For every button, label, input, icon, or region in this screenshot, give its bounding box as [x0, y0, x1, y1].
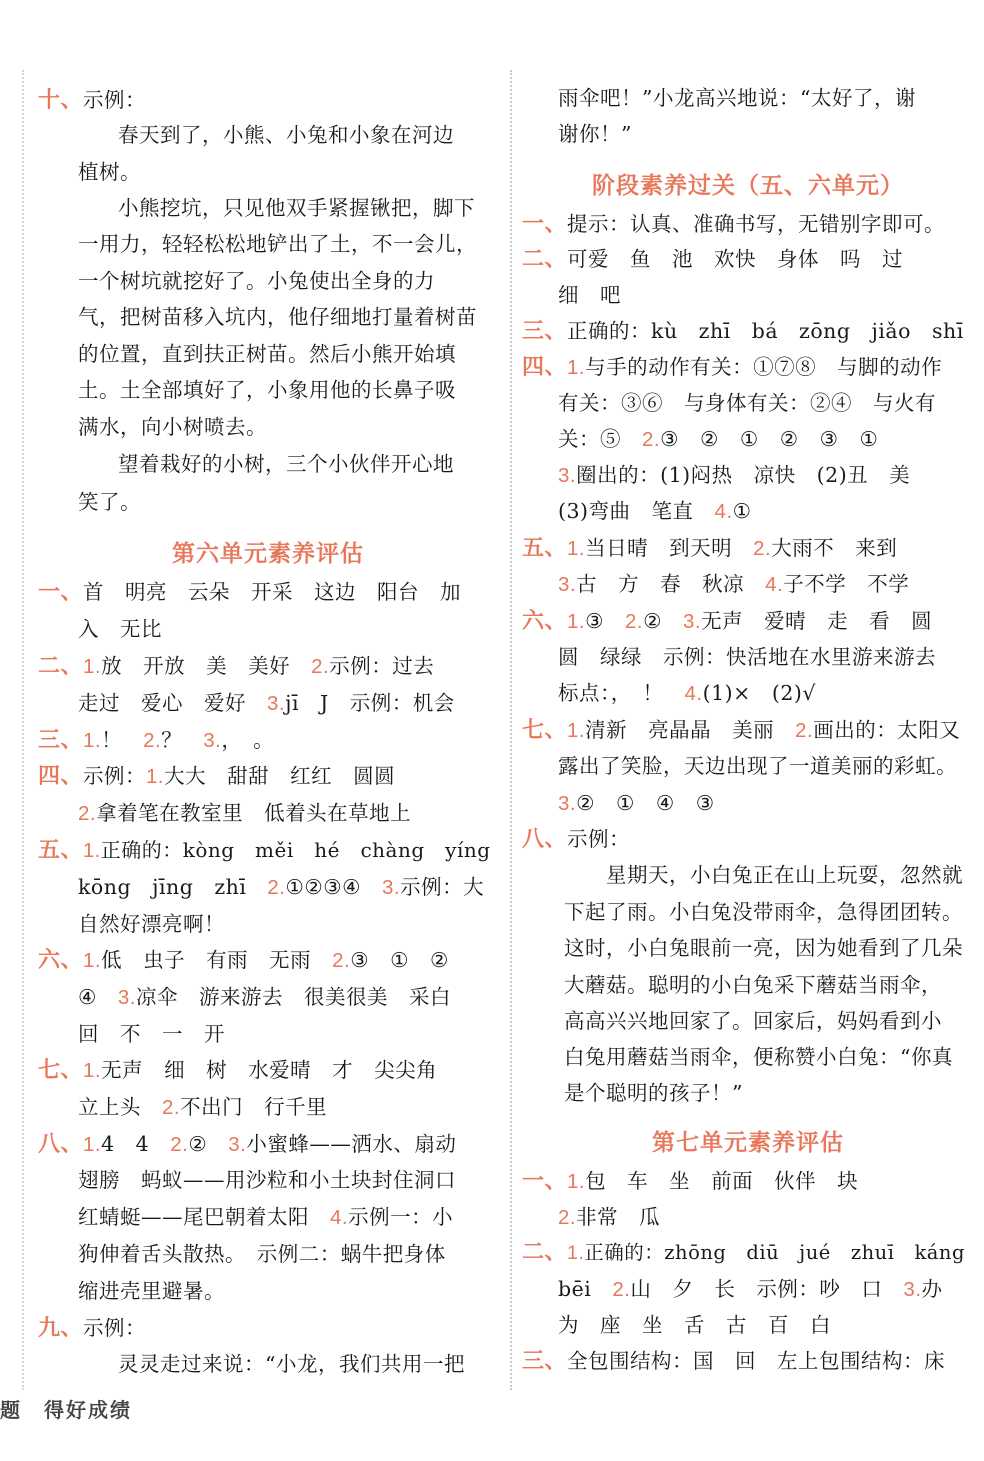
left-margin-divider	[22, 70, 24, 1390]
answer-text: 子不学 不学	[783, 572, 910, 596]
answer-text: 清新 亮晶晶 美丽	[585, 718, 775, 742]
paragraph-line: 望着栽好的小树，三个小伙伴开心地	[118, 452, 454, 476]
item-number: 4.	[714, 500, 733, 523]
answer-text: ③ ② ① ② ③ ①	[660, 427, 879, 451]
answer-line	[558, 493, 752, 529]
answer-text: 示例：	[567, 827, 631, 851]
answer-text: 示例：	[83, 88, 147, 112]
item-number: 4.	[684, 682, 703, 705]
answer-line	[522, 349, 942, 385]
item-number: 1.	[567, 719, 586, 742]
answer-text: 红蜻蜓——尾巴朝着太阳	[78, 1205, 309, 1229]
section-label: 二、	[522, 1240, 568, 1265]
item-number: 1.	[83, 1059, 102, 1082]
section-label: 七、	[522, 718, 568, 743]
item-number: 2.	[625, 610, 644, 633]
answer-text: 当日晴 到天明	[585, 536, 733, 560]
answer-text: 正确的：kòng měi hé chàng yíng	[100, 838, 491, 862]
answer-text: 正确的：kù zhī bá zōng jiǎo shī	[567, 319, 964, 343]
answer-text: 画出的：太阳又	[813, 718, 961, 742]
answer-text: 山 夕 长 示例：吵 口	[630, 1277, 883, 1301]
answer-line	[558, 457, 910, 493]
item-number: 2.	[558, 1206, 577, 1229]
answer-text: 圈出的：(1)闷热 凉快 (2)丑 美	[576, 463, 911, 487]
paragraph-line: 笑了。	[78, 490, 141, 514]
paragraph-line: 满水，向小树喷去。	[78, 415, 267, 439]
answer-text: 凉伞 游来游去 很美很美 采白	[136, 985, 451, 1009]
unit-heading: 第六单元素养评估	[172, 541, 364, 567]
footer-brand: 题 得好成绩	[0, 1398, 132, 1422]
answer-line	[78, 1199, 453, 1235]
answer-line	[558, 785, 715, 821]
item-number: 3.	[203, 729, 222, 752]
item-number: 2.	[795, 719, 814, 742]
answer-text: 大大 甜甜 红红 圆圆	[164, 764, 396, 788]
answer-text: ！	[101, 728, 123, 752]
answer-line	[78, 1089, 327, 1125]
answer-line	[78, 979, 451, 1015]
answer-line	[558, 1271, 943, 1307]
paragraph-line: 是个聪明的孩子！”	[564, 1081, 743, 1105]
item-number: 1.	[83, 1133, 102, 1156]
paragraph-line: 灵灵走过来说：“小龙，我们共用一把	[118, 1352, 465, 1376]
item-number: 3.	[228, 1133, 247, 1156]
answer-line	[558, 421, 878, 457]
item-number: 2.	[332, 949, 351, 972]
paragraph-line: 大蘑菇。聪明的小白兔采下蘑菇当雨伞，	[564, 973, 942, 997]
answer-text: 无声 细 树 水爱晴 才 尖尖角	[101, 1058, 438, 1082]
answer-line: 为 座 坐 舌 古 百 白	[558, 1313, 831, 1337]
answer-line	[38, 942, 449, 978]
item-number: 1.	[567, 537, 586, 560]
answer-text: ③	[585, 609, 605, 633]
answer-line	[38, 758, 395, 794]
answer-line: 狗伸着舌头散热。 示例二：蜗牛把身体	[78, 1242, 446, 1266]
answer-text: ②	[188, 1132, 208, 1156]
answer-text: 示例：	[83, 764, 147, 788]
answer-text: 4 4	[101, 1132, 150, 1156]
answer-line: 圆 绿绿 示例：快活地在水里游来游去	[558, 645, 936, 669]
answer-text: 无声 爱晴 走 看 圆	[701, 609, 933, 633]
answer-line	[38, 832, 491, 868]
answer-line	[38, 574, 461, 610]
item-number: 4.	[765, 573, 784, 596]
answer-line	[522, 206, 945, 242]
answer-text: 关：⑤	[558, 427, 621, 451]
item-number: 2.	[753, 537, 772, 560]
paragraph-line: 气，把树苗移入坑内，他仔细地打量着树苗	[78, 305, 477, 329]
item-number: 2.	[311, 655, 330, 678]
answer-line	[38, 1310, 146, 1346]
section-label: 一、	[522, 1169, 568, 1194]
answer-line	[558, 1199, 660, 1235]
answer-line	[522, 530, 897, 566]
answer-text: 示例一：小	[348, 1205, 454, 1229]
section-label: 一、	[522, 212, 568, 237]
section-label: 五、	[38, 838, 84, 863]
item-number: 2.	[267, 876, 286, 899]
answer-line	[522, 313, 964, 349]
answer-text: ④	[78, 985, 97, 1009]
section-label: 三、	[522, 1349, 568, 1374]
item-number: 1.	[567, 356, 586, 379]
item-number: 1.	[567, 610, 586, 633]
paragraph-line: 这时，小白兔眼前一亮，因为她看到了几朵	[564, 936, 963, 960]
item-number: 2.	[612, 1278, 631, 1301]
paragraph-line: 土。土全部填好了，小象用他的长鼻子吸	[78, 378, 456, 402]
paragraph-line: 植树。	[78, 160, 141, 184]
answer-text: 不出门 行千里	[180, 1095, 328, 1119]
answer-line	[522, 712, 960, 748]
section-label: 六、	[38, 948, 84, 973]
answer-line	[522, 821, 630, 857]
answer-text: ②	[643, 609, 663, 633]
item-number: 3.	[558, 792, 577, 815]
answer-line	[558, 566, 909, 602]
answer-line	[522, 1235, 965, 1271]
answer-text: 正确的：zhōng diū jué zhuī káng	[584, 1241, 965, 1264]
answer-text: 首 明亮 云朵 开采 这边 阳台 加	[83, 580, 462, 604]
answer-text: 非常 瓜	[576, 1205, 661, 1229]
paragraph-line: 雨伞吧！”小龙高兴地说：“太好了，谢	[558, 86, 916, 110]
answer-line: 缩进壳里避暑。	[78, 1279, 225, 1303]
item-number: 1.	[83, 729, 102, 752]
section-label: 三、	[38, 728, 84, 753]
answer-text: 古 方 春 秋凉	[576, 572, 745, 596]
answer-text: ② ① ④ ③	[576, 791, 715, 815]
answer-line	[522, 603, 932, 639]
item-number: 1.	[146, 765, 165, 788]
answer-line	[522, 1163, 858, 1199]
section-label: 五、	[522, 536, 568, 561]
answer-text: ？	[161, 728, 183, 752]
answer-text: 大雨不 来到	[771, 536, 898, 560]
answer-text: bēi	[558, 1277, 592, 1301]
answer-line	[38, 1126, 456, 1162]
answer-text: 示例：	[83, 1316, 147, 1340]
answer-line: 露出了笑脸，天边出现了一道美丽的彩虹。	[558, 754, 957, 778]
answer-line: 回 不 一 开	[78, 1022, 225, 1046]
answer-line: 翅膀 蚂蚁——用沙粒和小土块封住洞口	[78, 1168, 456, 1192]
answer-line: 有关：③⑥ 与身体有关：②④ 与火有	[558, 391, 936, 415]
answer-line	[38, 722, 274, 758]
section-label: 二、	[522, 247, 568, 272]
item-number: 2.	[78, 802, 97, 825]
paragraph-line: 春天到了，小熊、小兔和小象在河边	[118, 123, 454, 147]
paragraph-line: 白兔用蘑菇当雨伞，便称赞小白兔：“你真	[564, 1045, 953, 1069]
answer-text: 立上头	[78, 1095, 141, 1119]
paragraph-line: 一用力，轻轻松松地铲出了土，不一会儿，	[78, 232, 477, 256]
answer-text: 走过 爱心 爱好	[78, 691, 246, 715]
paragraph-line: 一个树坑就挖好了。小兔使出全身的力	[78, 269, 435, 293]
section-label: 九、	[38, 1316, 84, 1341]
answer-text: jī J 示例：机会	[285, 691, 455, 715]
item-number: 3.	[558, 464, 577, 487]
answer-text: 与手的动作有关：①⑦⑧ 与脚的动作	[585, 355, 943, 379]
paragraph-line: 下起了雨。小白兔没带雨伞，急得团团转。	[564, 900, 963, 924]
answer-line	[78, 869, 484, 905]
answer-text: 标点：， ！	[558, 681, 664, 705]
answer-text: 拿着笔在教室里 低着头在草地上	[96, 801, 412, 825]
answer-text: 提示：认真、准确书写，无错别字即可。	[567, 212, 946, 236]
section-label: 二、	[38, 654, 84, 679]
answer-line	[522, 1343, 945, 1379]
section-label: 十、	[38, 88, 84, 113]
answer-text: ， 。	[221, 728, 275, 752]
answer-text: 低 虫子 有雨 无雨	[101, 948, 312, 972]
item-number: 1.	[567, 1242, 585, 1264]
column-divider	[510, 70, 512, 1390]
answer-text: 放 开放 美 美好	[101, 654, 291, 678]
paragraph-line: 高高兴兴地回家了。回家后，妈妈看到小	[564, 1009, 942, 1033]
item-number: 2.	[170, 1133, 189, 1156]
paragraph-line: 谢你！”	[558, 122, 632, 146]
answer-line: 入 无比	[78, 617, 162, 641]
item-number: 3.	[267, 692, 286, 715]
answer-text: 示例：过去	[329, 654, 435, 678]
section-label: 六、	[522, 609, 568, 634]
item-number: 1.	[83, 655, 102, 678]
section-label: 七、	[38, 1058, 84, 1083]
paragraph-line: 小熊挖坑，只见他双手紧握锹把，脚下	[118, 196, 475, 220]
paragraph-line: 星期天，小白兔正在山上玩耍，忽然就	[606, 863, 963, 887]
answer-line	[558, 675, 816, 711]
section-label: 三、	[522, 319, 568, 344]
answer-line	[38, 648, 434, 684]
section-label: 一、	[38, 580, 84, 605]
item-number: 3.	[382, 876, 401, 899]
answer-text: 示例：大	[400, 875, 485, 899]
answer-text: 包 车 坐 前面 伙伴 块	[585, 1169, 859, 1193]
answer-text: ③ ① ②	[350, 948, 449, 972]
answer-line	[38, 82, 146, 118]
answer-line	[522, 241, 903, 277]
answer-text: (1)× (2)√	[702, 681, 816, 705]
item-number: 4.	[330, 1206, 349, 1229]
section-label: 四、	[38, 764, 84, 789]
item-number: 3.	[558, 573, 577, 596]
paragraph-line: 的位置，直到扶正树苗。然后小熊开始填	[78, 342, 456, 366]
unit-heading: 阶段素养过关（五、六单元）	[592, 173, 904, 199]
answer-text: 办	[921, 1277, 943, 1301]
section-label: 八、	[522, 827, 568, 852]
answer-text: 小蜜蜂——洒水、扇动	[246, 1132, 457, 1156]
item-number: 3.	[683, 610, 702, 633]
section-label: 八、	[38, 1132, 84, 1157]
item-number: 3.	[903, 1278, 922, 1301]
item-number: 1.	[83, 949, 102, 972]
section-label: 四、	[522, 355, 568, 380]
item-number: 2.	[143, 729, 162, 752]
item-number: 3.	[117, 986, 136, 1009]
answer-text: ①	[732, 499, 752, 523]
answer-line	[78, 685, 455, 721]
answer-line	[78, 795, 411, 831]
item-number: 1.	[83, 840, 101, 862]
item-number: 1.	[567, 1170, 586, 1193]
unit-heading: 第七单元素养评估	[652, 1130, 844, 1156]
item-number: 2.	[642, 428, 661, 451]
answer-text: kōng jīng zhī	[78, 875, 247, 899]
answer-line: 细 吧	[558, 283, 621, 307]
item-number: 2.	[162, 1096, 181, 1119]
answer-text: 全包围结构：国 回 左上包围结构：床	[567, 1349, 946, 1373]
answer-text: 可爱 鱼 池 欢快 身体 吗 过	[567, 247, 904, 271]
answer-line: 自然好漂亮啊！	[78, 912, 225, 936]
answer-line	[38, 1052, 437, 1088]
answer-text: (3)弯曲 笔直	[558, 499, 694, 523]
answer-text: ①②③④	[285, 875, 362, 899]
